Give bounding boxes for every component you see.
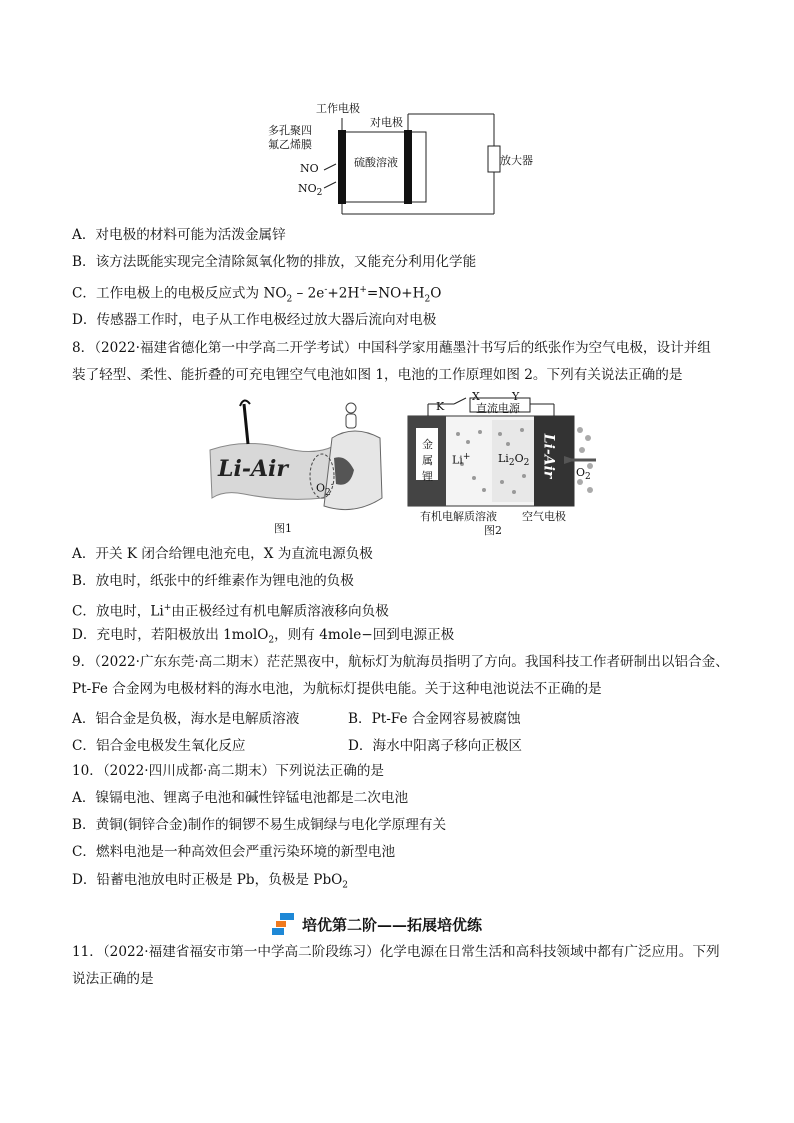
amplifier-box — [488, 146, 500, 172]
q8-figure-1 — [204, 398, 390, 538]
q10-option-b: B．黄铜(铜锌合金)制作的铜锣不易生成铜绿与电化学原理有关 — [72, 817, 447, 833]
fig1-caption: 图1 — [274, 522, 292, 535]
q10-option-a: A．镍镉电池、锂离子电池和碱性锌锰电池都是二次电池 — [72, 790, 409, 806]
q8-option-d: D．充电时，若阳极放出 1molO$_2$，则有 4mole−回到电源正极 — [72, 627, 455, 646]
air-electrode-label: 空气电极 — [522, 510, 566, 523]
q7-option-b: B．该方法既能实现完全清除氮氧化物的排放，又能充分利用化学能 — [72, 254, 477, 270]
section-banner — [272, 909, 482, 939]
fig2-o2-label: $O_2$ — [576, 466, 591, 483]
banner-icon — [272, 913, 294, 935]
metal-li-char-2: 属 — [422, 454, 433, 467]
q9-option-c: C．铝合金电极发生氧化反应 — [72, 738, 246, 754]
fig2-caption: 图2 — [484, 524, 502, 537]
q8-figure-2 — [404, 390, 600, 538]
q9-stem-line1: 9．（2022·广东东莞·高二期末）茫茫黑夜中，航标灯为航海员指明了方向。我国科技工作者研制出以铝合金、 — [72, 654, 729, 670]
dc-source-label: 直流电源 — [476, 402, 520, 415]
counter-electrode-plate — [404, 130, 412, 204]
metal-li-char-1: 金 — [422, 438, 433, 451]
counter-electrode-label: 对电极 — [370, 116, 403, 129]
q11-stem-line1: 11．（2022·福建省福安市第一中学高二阶段练习）化学电源在日常生活和高科技领域中都有广泛应用。下列 — [72, 944, 720, 960]
terminal-y-label: Y — [512, 390, 520, 403]
li2o2-label: $Li_2O_2$ — [498, 452, 530, 469]
terminal-x-label: X — [472, 390, 480, 403]
q7-option-d: D．传感器工作时，电子从工作电极经过放大器后流向对电极 — [72, 312, 437, 328]
fig1-o2-label: $O_2^-$ — [316, 480, 334, 498]
work-electrode-label: 工作电极 — [316, 102, 360, 115]
q7-sensor-figure — [262, 98, 533, 218]
q9-option-b: B．Pt-Fe 合金网容易被腐蚀 — [348, 711, 521, 727]
q10-option-d: D．铅蓄电池放电时正极是 Pb，负极是 PbO$_2$ — [72, 872, 349, 891]
switch-k-label: K — [436, 400, 445, 413]
organic-electrolyte-label: 有机电解质溶液 — [420, 510, 497, 523]
q9-stem-line2: Pt-Fe 合金网为电极材料的海水电池，为航标灯提供电能。关于这种电池说法不正确的是 — [72, 681, 602, 697]
no2-label: $NO_2$ — [298, 182, 323, 199]
metal-li-char-3: 锂 — [422, 470, 433, 483]
q7-option-c: C．工作电极上的电极反应式为 $NO_2 - 2e^-+2H^+=NO+H_2O$ — [72, 285, 442, 305]
q10-option-c: C．燃料电池是一种高效但会严重污染环境的新型电池 — [72, 844, 396, 860]
q8-option-a: A．开关 K 闭合给锂电池充电，X 为直流电源负极 — [72, 546, 373, 562]
q8-option-b: B．放电时，纸张中的纤维素作为锂电池的负极 — [72, 573, 354, 589]
ptfe-label-1: 多孔聚四 — [268, 124, 312, 137]
q10-stem: 10．（2022·四川成都·高二期末）下列说法正确的是 — [72, 763, 385, 779]
q7-option-a: A．对电极的材料可能为活泼金属锌 — [72, 227, 286, 243]
q9-option-a: A．铝合金是负极，海水是电解质溶液 — [72, 711, 300, 727]
li-ion-label: Li+ — [452, 452, 471, 467]
q8-option-c: C．放电时，Li+由正极经过有机电解质溶液移向负极 — [72, 603, 389, 620]
no-label: NO — [300, 162, 319, 175]
li-air-logo: Li-Air — [218, 456, 288, 482]
ptfe-label-2: 氟乙烯膜 — [268, 138, 312, 151]
li-air-vertical-logo: Li-Air — [540, 433, 557, 479]
q8-stem-line2: 装了轻型、柔性、能折叠的可充电锂空气电池如图 1，电池的工作原理如图 2。下列有关说法正确的是 — [72, 367, 683, 383]
work-electrode-plate — [338, 130, 346, 204]
section-title: 培优第二阶——拓展培优练 — [302, 915, 483, 934]
solution-label: 硫酸溶液 — [354, 156, 398, 169]
q11-stem-line2: 说法正确的是 — [72, 971, 154, 987]
q9-option-d: D．海水中阳离子移向正极区 — [348, 738, 523, 754]
amplifier-label: 放大器 — [500, 154, 533, 167]
q8-stem-line1: 8．（2022·福建省德化第一中学高二开学考试）中国科学家用蘸墨汁书写后的纸张作为空气电极，设计并组 — [72, 340, 711, 356]
